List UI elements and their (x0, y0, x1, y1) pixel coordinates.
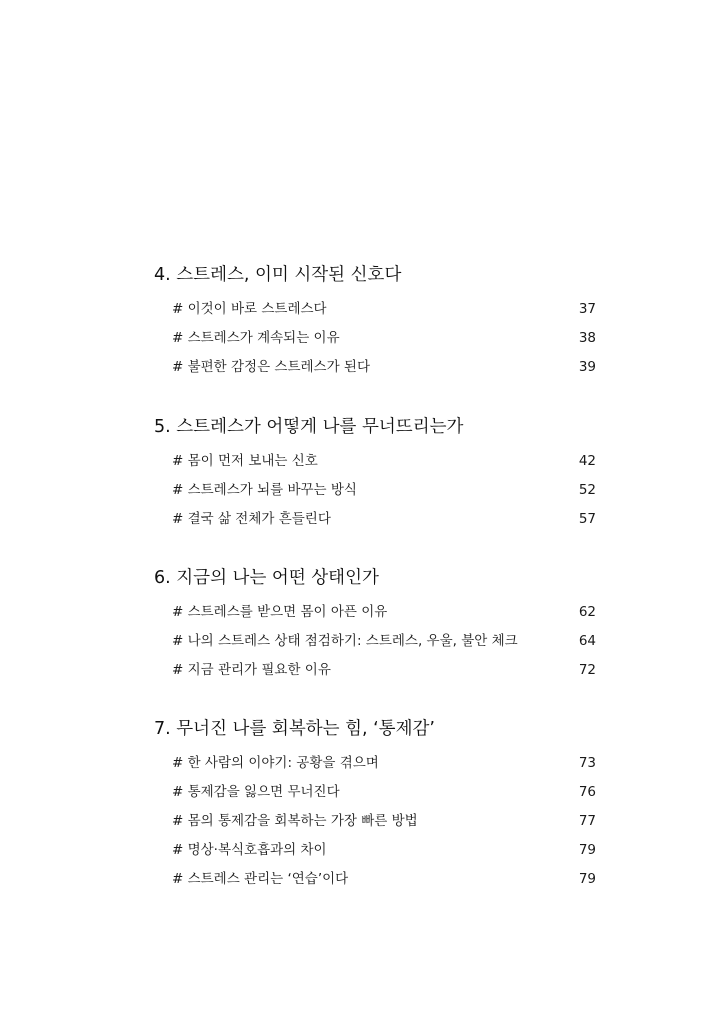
entry-page-number: 72 (578, 662, 596, 678)
entry-label: # 불편한 감정은 스트레스가 된다 (172, 359, 371, 375)
entry-page-number: 77 (578, 813, 596, 829)
entry-label: # 결국 삶 전체가 흔들린다 (172, 511, 331, 527)
toc-entry (172, 356, 596, 378)
entry-label: # 통제감을 잃으면 무너진다 (172, 784, 340, 800)
toc-entry (172, 479, 596, 501)
entry-page-number: 79 (578, 842, 596, 858)
entry-page-number: 52 (578, 482, 596, 498)
toc-entry (172, 298, 596, 320)
toc-entry (172, 752, 596, 774)
toc-entry (172, 868, 596, 890)
entry-label: # 이것이 바로 스트레스다 (172, 301, 327, 317)
toc-entry (172, 839, 596, 861)
entry-label: # 몸의 통제감을 회복하는 가장 빠른 방법 (172, 813, 418, 829)
entry-page-number: 57 (578, 511, 596, 527)
entry-page-number: 37 (578, 301, 596, 317)
entry-label: # 명상·복식호흡과의 차이 (172, 842, 327, 858)
entry-page-number: 76 (578, 784, 596, 800)
entry-label: # 스트레스가 뇌를 바꾸는 방식 (172, 482, 357, 498)
chapter-title: 5. 스트레스가 어떻게 나를 무너뜨리는가 (154, 417, 464, 437)
toc-entry (172, 659, 596, 681)
entry-label: # 한 사람의 이야기: 공황을 겪으며 (172, 755, 379, 771)
entry-page-number: 39 (578, 359, 596, 375)
toc-entry (172, 327, 596, 349)
entry-page-number: 42 (578, 453, 596, 469)
entry-page-number: 38 (578, 330, 596, 346)
entry-label: # 지금 관리가 필요한 이유 (172, 662, 331, 678)
chapter-title: 7. 무너진 나를 회복하는 힘, ‘통제감’ (154, 719, 435, 739)
chapter-title: 4. 스트레스, 이미 시작된 신호다 (154, 265, 402, 285)
toc-entry (172, 601, 596, 623)
entry-page-number: 62 (578, 604, 596, 620)
entry-label: # 스트레스가 계속되는 이유 (172, 330, 340, 346)
entry-label: # 나의 스트레스 상태 점검하기: 스트레스, 우울, 불안 체크 (172, 633, 518, 649)
entry-label: # 스트레스 관리는 ‘연습’이다 (172, 871, 349, 887)
toc-entry (172, 508, 596, 530)
toc-entry (172, 810, 596, 832)
toc-entry (172, 450, 596, 472)
entry-page-number: 64 (578, 633, 596, 649)
entry-page-number: 73 (578, 755, 596, 771)
chapter-title: 6. 지금의 나는 어떤 상태인가 (154, 568, 379, 588)
entry-label: # 몸이 먼저 보내는 신호 (172, 453, 318, 469)
toc-entry (172, 781, 596, 803)
entry-label: # 스트레스를 받으면 몸이 아픈 이유 (172, 604, 388, 620)
entry-page-number: 79 (578, 871, 596, 887)
toc-entry (172, 630, 596, 652)
